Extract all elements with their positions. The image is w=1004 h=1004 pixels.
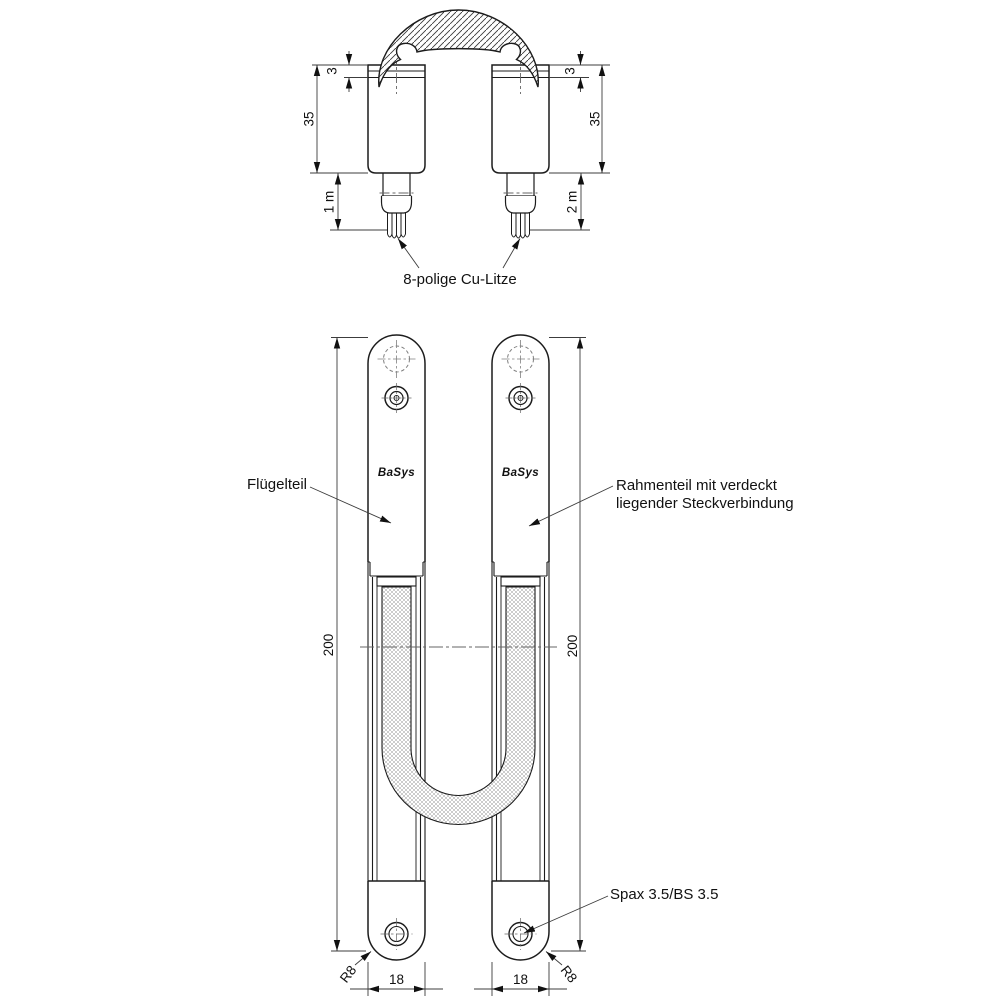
frame-plate-collar [501,577,540,586]
brand-logo-wing: BaSys [377,467,416,479]
dim-body-left: 35 [301,111,317,127]
top-view-cable-assembly [302,10,610,288]
right-body [492,54,549,173]
screw-label: Spax 3.5/BS 3.5 [610,886,719,903]
left-cable-end [380,173,414,238]
bottom-view-hinge-plates [247,335,794,996]
brand-logo-frame: BaSys [501,467,540,479]
wing-plate-collar [377,577,416,586]
dim-lines-width [350,962,567,996]
wing-plate-foot [368,881,425,960]
cable-u-loop [382,587,535,825]
frame-part-label-line2: liegender Steckverbindung [616,495,794,512]
left-body [368,54,425,173]
dim-cable-left: 1 m [321,190,337,214]
cable-label-leaders [398,239,520,269]
frame-part-label-line1: Rahmenteil mit verdeckt [616,477,777,494]
dim-radius-right: R8 [557,962,581,986]
dim-radius-left: R8 [336,962,360,986]
right-cable-end [504,173,538,238]
cable-label: 8-polige Cu-Litze [403,271,517,288]
dim-width-right: 18 [512,972,529,987]
dim-body-right: 35 [587,111,603,127]
dim-length-right: 200 [565,634,581,658]
dim-cable-right: 2 m [564,190,580,214]
dim-width-left: 18 [388,972,405,987]
dim-cap-left: 3 [324,67,340,75]
frame-plate-foot [492,881,549,960]
dim-length-left: 200 [321,633,337,657]
dim-cap-right: 3 [562,67,578,75]
part-label-leaders [310,486,613,933]
wing-part-label: Flügelteil [246,476,307,493]
